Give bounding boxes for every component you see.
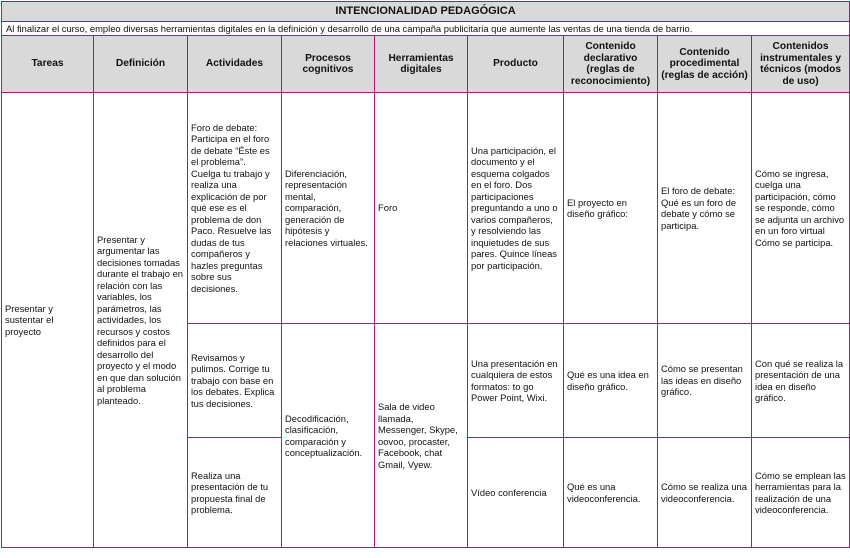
header-tareas: Tareas — [2, 36, 94, 93]
instrumental-cell: Cómo se emplean las herramientas para la realización de una videoconferencia. — [752, 438, 850, 548]
instrumental-cell: Con qué se realiza la presentación de una idea en diseño gráfico. — [752, 324, 850, 438]
producto-cell: Vídeo conferencia — [468, 438, 564, 548]
objective-statement: Al finalizar el curso, empleo diversas herramientas digitales en la definición y desarrollo de una campaña publicitaria que aumente las ventas de una tienda de barrio. — [2, 22, 850, 36]
declarativo-cell: El proyecto en diseño gráfico: — [564, 93, 658, 324]
definicion-cell: Presentar y argumentar las decisiones tomadas durante el trabajo en relación con las variables, los parámetros, las actividades, los recursos y costos definidos para el desarrollo del proyecto y el modo en que dan solución al problema planteado. — [94, 93, 188, 548]
procedimental-cell: Cómo se realiza una videoconferencia. — [658, 438, 752, 548]
declarativo-cell: Qué es una idea en diseño gráfico. — [564, 324, 658, 438]
procesos-cell: Decodificación, clasificación, comparación y conceptualización. — [282, 324, 375, 548]
header-instrumental: Contenidos instrumentales y técnicos (modos de uso) — [752, 36, 850, 93]
header-procesos: Procesos cognitivos — [282, 36, 375, 93]
header-definicion: Definición — [94, 36, 188, 93]
header-procedimental: Contenido procedimental (reglas de acción) — [658, 36, 752, 93]
procedimental-cell: El foro de debate: Qué es un foro de debate y cómo se participa. — [658, 93, 752, 324]
herramientas-cell: Sala de video llamada, Messenger, Skype, oovoo, procaster, Facebook, chat Gmail, Vyew. — [375, 324, 468, 548]
actividad-cell: Foro de debate: Participa en el foro de debate “Éste es el problema”. Cuelga tu trabajo y realiza una explicación de por qué ese es el problema de don Paco. Resuelve las dudas de tus compañeros y hazles preguntas sobre sus decisiones. — [188, 93, 282, 324]
pedagogical-intent-table — [1, 1, 850, 548]
table-title: INTENCIONALIDAD PEDAGÓGICA — [2, 2, 850, 22]
header-actividades: Actividades — [188, 36, 282, 93]
procesos-cell: Diferenciación, representación mental, comparación, generación de hipótesis y relaciones virtuales. — [282, 93, 375, 324]
header-herramientas: Herramientas digitales — [375, 36, 468, 93]
header-producto: Producto — [468, 36, 564, 93]
actividad-cell: Revisamos y pulimos. Corrige tu trabajo con base en los debates. Explica tus decisiones. — [188, 324, 282, 438]
instrumental-cell: Cómo se ingresa, cuelga una participación, cómo se responde, cómo se adjunta un archivo en un foro virtual Cómo se participa. — [752, 93, 850, 324]
tarea-cell: Presentar y sustentar el proyecto — [2, 93, 94, 548]
header-declarativo: Contenido declarativo (reglas de reconocimiento) — [564, 36, 658, 93]
declarativo-cell: Qué es una videoconferencia. — [564, 438, 658, 548]
producto-cell: Una presentación en cualquiera de estos formatos: to go Power Point, Wixi. — [468, 324, 564, 438]
producto-cell: Una participación, el documento y el esquema colgados en el foro. Dos participaciones preguntando a uno o varios compañeros, y resolviendo las inquietudes de sus pares. Quince líneas por participación. — [468, 93, 564, 324]
actividad-cell: Realiza una presentación de tu propuesta final de problema. — [188, 438, 282, 548]
table-row — [2, 93, 850, 324]
procedimental-cell: Cómo se presentan las ideas en diseño gráfico. — [658, 324, 752, 438]
header-row — [2, 36, 850, 93]
herramientas-cell: Foro — [375, 93, 468, 324]
